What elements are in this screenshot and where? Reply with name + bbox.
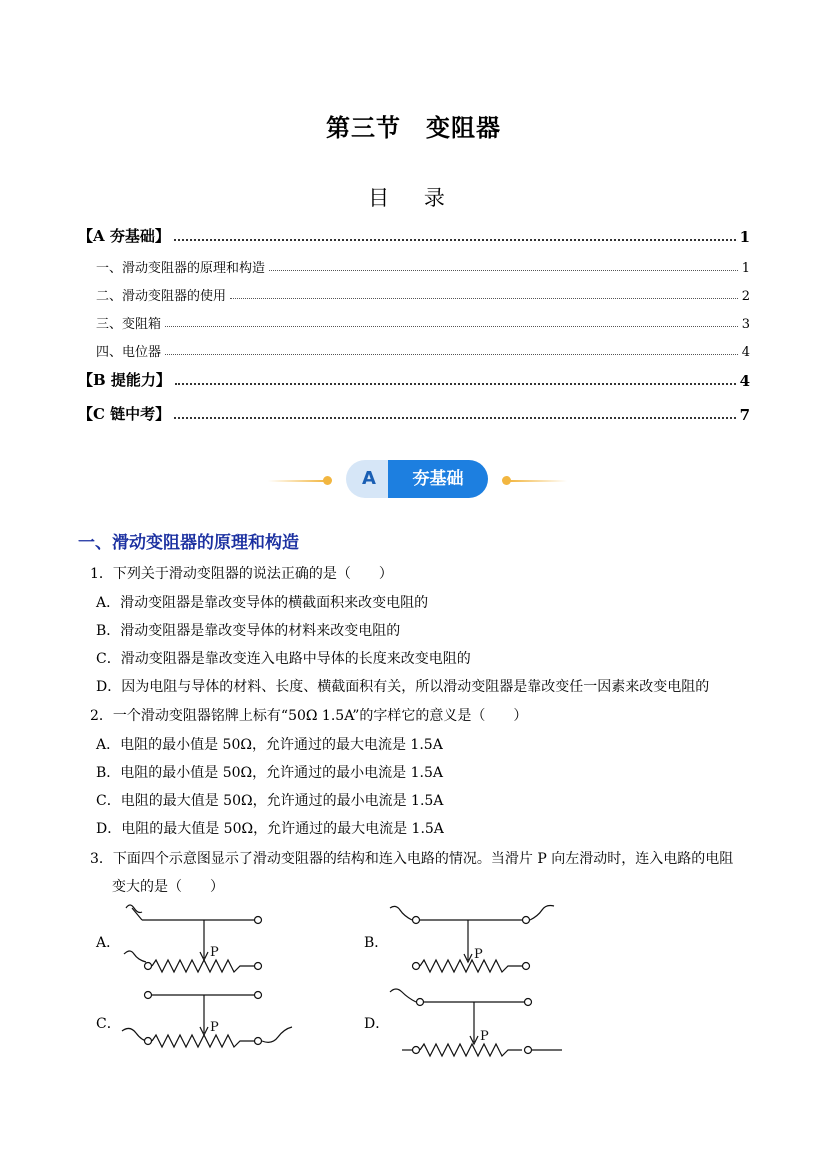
toc-entry-label: 【B 提能力】 bbox=[78, 371, 171, 389]
toc-entry-page: 7 bbox=[739, 406, 750, 424]
banner-text: 夯基础 bbox=[388, 460, 488, 498]
rheostat-figure-c bbox=[118, 985, 298, 1055]
option[interactable]: A．电阻的最小值是 50Ω，允许通过的最大电流是 1.5A bbox=[96, 737, 443, 753]
toc-entry-label: 四、电位器 bbox=[96, 345, 162, 360]
toc-entry-4[interactable] bbox=[96, 340, 750, 360]
toc-leader bbox=[269, 270, 738, 271]
toc-entry-page: 1 bbox=[739, 228, 750, 246]
toc-leader bbox=[230, 298, 738, 299]
question-stem: 1．下列关于滑动变阻器的说法正确的是（ ） bbox=[90, 566, 393, 582]
rheostat-figure-d bbox=[386, 982, 566, 1062]
toc-leader bbox=[165, 326, 738, 327]
toc-entry-page: 3 bbox=[741, 317, 750, 332]
option[interactable]: B．滑动变阻器是靠改变导体的材料来改变电阻的 bbox=[96, 623, 401, 639]
option[interactable]: D．因为电阻与导体的材料、长度、横截面积有关，所以滑动变阻器是靠改变任一因素来改变电阻的 bbox=[96, 679, 710, 695]
question-stem: 2．一个滑动变阻器铭牌上标有“50Ω 1.5A”的字样它的意义是（ ） bbox=[90, 708, 528, 724]
question-stem-cont: 变大的是（ ） bbox=[112, 879, 224, 895]
toc-heading: 目 录 bbox=[368, 186, 459, 210]
toc-entry-2[interactable] bbox=[96, 284, 750, 304]
rheostat-figure-a bbox=[118, 900, 278, 980]
banner-letter: A bbox=[346, 460, 392, 498]
page-title: 第三节 变阻器 bbox=[326, 114, 501, 142]
toc-leader bbox=[174, 239, 736, 241]
figure-label-d[interactable]: D． bbox=[364, 1016, 390, 1032]
question-stem: 3．下面四个示意图显示了滑动变阻器的结构和连入电路的情况。当滑片 P 向左滑动时，连入电路的电阻 bbox=[90, 851, 734, 867]
figure-label-a[interactable]: A． bbox=[96, 935, 121, 951]
slider-label: P bbox=[480, 1029, 489, 1044]
figure-label-b[interactable]: B． bbox=[364, 935, 389, 951]
option[interactable]: C．电阻的最大值是 50Ω，允许通过的最小电流是 1.5A bbox=[96, 793, 444, 809]
slider-label: P bbox=[210, 1020, 219, 1035]
toc-entry-page: 2 bbox=[741, 289, 750, 304]
slider-label: P bbox=[474, 947, 483, 962]
toc-entry-3[interactable] bbox=[96, 312, 750, 332]
toc-entry-label: 三、变阻箱 bbox=[96, 317, 162, 332]
toc-entry-a[interactable] bbox=[78, 226, 750, 246]
toc-leader bbox=[165, 354, 738, 355]
banner-line-left bbox=[268, 480, 326, 482]
slider-label: P bbox=[210, 945, 219, 960]
banner-line-right bbox=[509, 480, 567, 482]
toc-entry-c[interactable] bbox=[78, 404, 750, 424]
option[interactable]: B．电阻的最小值是 50Ω，允许通过的最小电流是 1.5A bbox=[96, 765, 443, 781]
option[interactable]: D．电阻的最大值是 50Ω，允许通过的最大电流是 1.5A bbox=[96, 821, 444, 837]
toc-entry-label: 二、滑动变阻器的使用 bbox=[96, 289, 227, 304]
banner-dot-left bbox=[323, 476, 332, 485]
figure-label-c[interactable]: C． bbox=[96, 1016, 121, 1032]
section-banner bbox=[346, 460, 488, 498]
toc-leader bbox=[174, 417, 735, 419]
toc-entry-b[interactable] bbox=[78, 370, 750, 390]
section-title: 一、滑动变阻器的原理和构造 bbox=[78, 533, 299, 553]
option[interactable]: C．滑动变阻器是靠改变连入电路中导体的长度来改变电阻的 bbox=[96, 651, 471, 667]
toc-entry-page: 4 bbox=[741, 345, 750, 360]
toc-entry-page: 4 bbox=[739, 372, 750, 390]
toc-entry-label: 【C 链中考】 bbox=[78, 405, 171, 423]
toc-entry-1[interactable] bbox=[96, 256, 750, 276]
rheostat-figure-b bbox=[386, 900, 556, 980]
option[interactable]: A．滑动变阻器是靠改变导体的横截面积来改变电阻的 bbox=[96, 595, 429, 611]
toc-leader bbox=[175, 383, 736, 385]
toc-entry-label: 【A 夯基础】 bbox=[78, 227, 170, 245]
toc-entry-page: 1 bbox=[741, 261, 750, 276]
toc-entry-label: 一、滑动变阻器的原理和构造 bbox=[96, 261, 266, 276]
